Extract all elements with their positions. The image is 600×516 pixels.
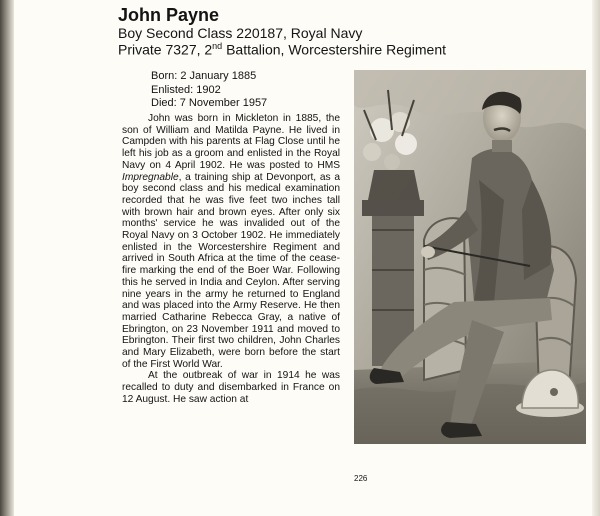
army-service-line-end: Battalion, Worcestershire Regiment [222,41,447,58]
book-gutter-shadow [0,0,14,516]
portrait-photo [354,70,586,444]
page-edge [592,0,600,516]
army-service-line [118,41,446,58]
page-number: 226 [354,474,368,483]
ship-name: Impregnable [122,171,179,183]
army-service-line-start: Private 7327, 2 [118,41,213,58]
biography-paragraph-2: At the outbreak of war in 1914 he was recalled to duty and disembarked in France on 12 August. He saw action at [122,370,340,405]
biography-paragraph-1 [122,113,340,370]
bio-text-part-2: , a training ship at Devonport, as a boy second class and his medical examination recorded that he was five feet two inches tall with brown hair and brown eyes. After only six months' service he was invalided out of the Royal Navy on 3 October 1902. He immediately enlisted in the Worcestershire Regiment and arrived in South Africa at the time of the cease-fire marking the end of the Boer War. Following this he served in India and Ceylon. After serving nine years in the army he returned to England and was placed into the Army Reserve. He then married Catharine Rebecca Gray, a native of Ebrington, on 23 November 1911 and moved to Ebrington. Their first two children, John Charles and Mary Elizabeth, were born before the start of the First World War. [122,171,340,370]
enlisted-date: Enlisted: 1902 [151,83,221,96]
key-dates [151,70,267,111]
page-title: John Payne [118,5,220,25]
bio-text-part-1: John was born in Mickleton in 1885, the son of William and Matilda Payne. He lived in Campden with his parents at Flag Close until he left his job as a groom and enlisted in the Royal Navy on 4 April 1902. He was posted to HMS [122,113,340,171]
ordinal-suffix: nd [212,41,223,51]
navy-service-line: Boy Second Class 220187, Royal Navy [118,25,363,41]
died-date: Died: 7 November 1957 [151,97,268,110]
born-date: Born: 2 January 1885 [151,70,257,82]
biography-text [122,113,340,406]
